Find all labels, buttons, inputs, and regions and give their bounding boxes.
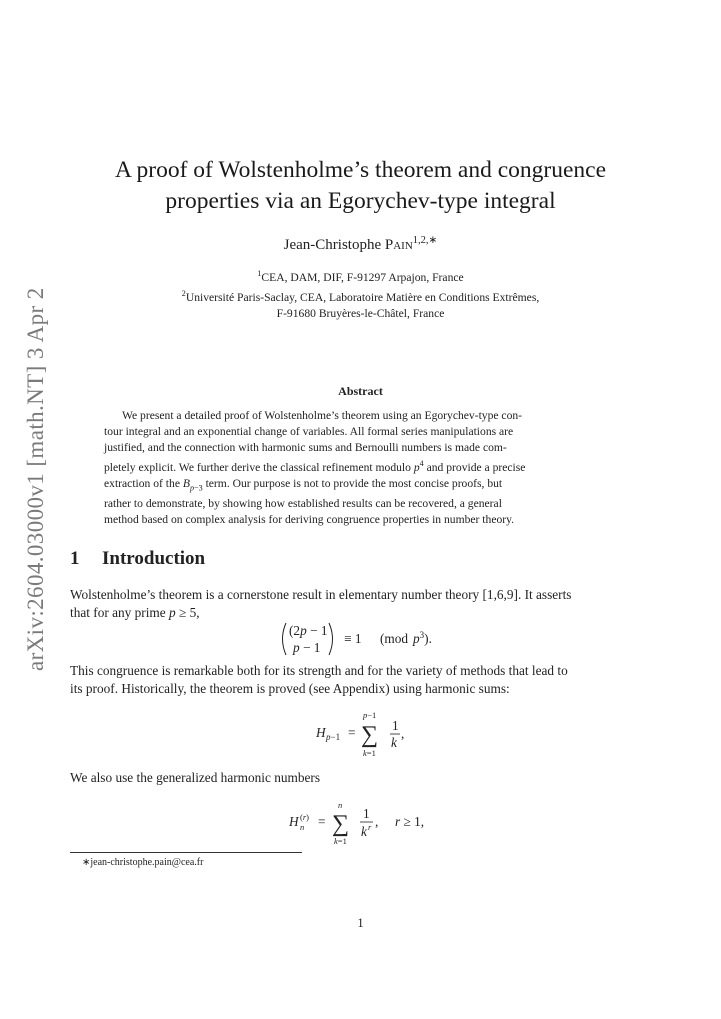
author-last: Pain: [384, 237, 413, 253]
svg-text:∑: ∑: [361, 722, 379, 748]
arxiv-stamp-text: arXiv:2604.03000v1 [math.NT] 3 Apr 2026: [23, 288, 48, 671]
abstract-text: [104, 408, 617, 528]
section-heading: [70, 548, 205, 570]
footnote-rule: [70, 852, 302, 853]
svg-text:r: r: [368, 822, 372, 832]
affiliation-1: [0, 266, 721, 286]
abstract-fragment: term. Our purpose is not to provide the most concise proofs, but: [202, 476, 503, 490]
svg-text:,: ,: [375, 814, 379, 829]
paragraph-2: [70, 662, 652, 698]
body-fragment: that for any prime: [70, 605, 169, 620]
section-number: 1: [70, 548, 80, 569]
body-line: its proof. Historically, the theorem is proved (see Appendix) using harmonic sums:: [70, 681, 510, 696]
abstract-line: tour integral and an exponential change of variables. All formal series manipulations are: [104, 425, 514, 438]
svg-text:p3).: $p^3$).: [413, 630, 432, 646]
svg-text:=: =: [318, 814, 326, 829]
svg-text:1: 1: [363, 806, 370, 821]
body-line: that for any prime p ≥ 5,: [70, 605, 200, 620]
eq-mod: (mod: [380, 631, 409, 646]
body-line: This congruence is remarkable both for its strength and for the variety of methods that lead to: [70, 663, 568, 678]
aff2-sup: 2: [181, 288, 186, 298]
author-sup: 1,2,∗: [412, 235, 438, 246]
svg-text:≡ 1: ≡ 1: [344, 631, 362, 646]
abstract-line: extraction of the $B_{p-3}$ term. Our purpose is not to provide the most concise proofs, but: [104, 476, 503, 493]
svg-text:k=1: k=1: [334, 836, 347, 846]
svg-text:H: H: [316, 725, 326, 740]
svg-text:p−1: p−1: [326, 732, 341, 742]
svg-text:k: k: [361, 824, 367, 839]
svg-text:n: n: [338, 800, 343, 810]
svg-text:p − 1: p − 1: [293, 640, 321, 655]
svg-text:H: H: [289, 814, 299, 829]
title-line-1: A proof of Wolstenholme’s theorem and congruence: [114, 157, 607, 183]
svg-text:∑: ∑: [332, 811, 350, 837]
abstract-fragment: and provide a precise: [423, 460, 526, 474]
abstract-line: pletely explicit. We further derive the classical refinement modulo $p^4$ and provide a precise: [104, 459, 526, 474]
footnote: ∗jean-christophe.pain@cea.fr: [82, 857, 204, 868]
aff1-sup: 1: [257, 269, 262, 278]
aff1-text: CEA, DAM, DIF, F-91297 Arpajon, France: [261, 270, 464, 284]
svg-text:r ≥ 1,: r ≥ 1,: [395, 814, 425, 829]
svg-text:k=1: k=1: [363, 748, 376, 758]
paper-title: [0, 155, 721, 217]
body-fragment: ,: [196, 605, 200, 620]
page-number: 1: [357, 916, 364, 930]
affiliations: [0, 266, 721, 322]
equation-binomial: [278, 620, 478, 660]
svg-text:,: ,: [401, 726, 405, 741]
svg-text:n: n: [300, 822, 305, 832]
svg-text:1: 1: [392, 718, 399, 733]
equation-generalized-harmonic: [289, 799, 449, 847]
body-line: Wolstenholme’s theorem is a cornerstone result in elementary number theory [1,6,9]. It asserts: [70, 587, 572, 602]
author-first: Jean-Christophe: [283, 237, 385, 253]
abstract-line: method based on complex analysis for deriving congruence properties in number theory.: [104, 513, 515, 527]
affiliation-2: [0, 286, 721, 306]
abstract-fragment: extraction of the: [104, 476, 183, 490]
abstract-line: rather to demonstrate, by showing how established results can be recovered, a general: [104, 497, 502, 511]
equation-harmonic: [316, 708, 436, 760]
abstract-fragment: pletely explicit. We further derive the classical refinement modulo: [104, 460, 414, 474]
title-line-2: properties via an Egorychev-type integral: [165, 188, 556, 214]
abstract-line: justified, and the connection with harmonic sums and Bernoulli numbers is made com-: [104, 441, 507, 454]
abstract-heading: Abstract: [338, 384, 383, 398]
arxiv-stamp: [12, 288, 56, 673]
svg-text:=: =: [348, 725, 356, 740]
affiliation-2-cont: F-91680 Bruyères-le-Châtel, France: [276, 306, 445, 320]
abstract-line: We present a detailed proof of Wolstenholme’s theorem using an Egorychev-type con-: [122, 409, 523, 422]
svg-text:(r): (r): [300, 812, 309, 822]
section-title: Introduction: [102, 548, 206, 569]
svg-text:p−1: p−1: [363, 710, 377, 720]
paragraph-1: [70, 586, 652, 622]
author-line: [0, 234, 721, 254]
svg-text:(2p − 1: (2p − 1: [289, 623, 328, 638]
aff2-text-1: Université Paris-Saclay, CEA, Laboratoire Matière en Conditions Extrêmes,: [185, 290, 540, 304]
svg-text:k: k: [391, 735, 397, 750]
paragraph-3: We also use the generalized harmonic numbers: [70, 770, 320, 785]
